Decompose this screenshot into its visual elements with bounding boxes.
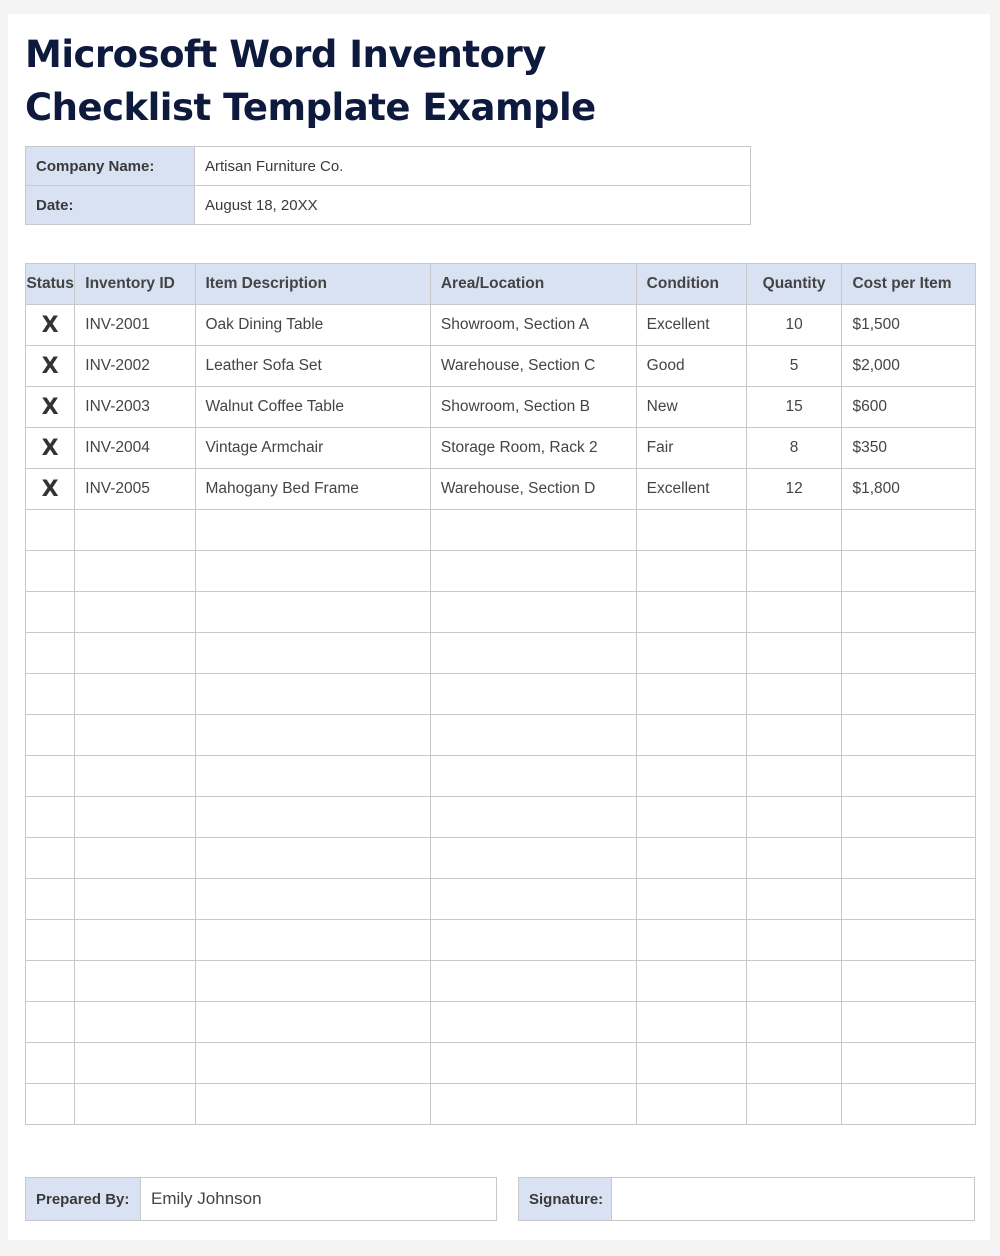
item-description-cell[interactable] [195, 1002, 430, 1043]
checked-x-icon: X [41, 353, 59, 379]
company-name-field[interactable]: Artisan Furniture Co. [195, 147, 751, 186]
inventory-id-cell[interactable] [75, 674, 195, 715]
area-location-cell[interactable] [430, 1043, 636, 1084]
status-cell[interactable] [26, 797, 75, 838]
cost-per-item-cell[interactable] [842, 715, 976, 756]
condition-cell[interactable] [636, 756, 746, 797]
cost-per-item-cell[interactable] [842, 674, 976, 715]
status-cell[interactable] [26, 674, 75, 715]
item-description-cell[interactable] [195, 674, 430, 715]
cost-per-item-cell[interactable] [842, 510, 976, 551]
area-location-cell[interactable] [430, 715, 636, 756]
area-location-cell[interactable]: Storage Room, Rack 2 [430, 428, 636, 469]
table-row [26, 305, 976, 346]
item-description-cell[interactable] [195, 797, 430, 838]
table-row [26, 387, 976, 428]
status-cell[interactable] [26, 346, 75, 387]
cost-per-item-cell[interactable] [842, 1002, 976, 1043]
condition-cell[interactable]: Good [636, 346, 746, 387]
condition-cell[interactable] [636, 551, 746, 592]
document-page [8, 14, 990, 1240]
area-location-cell[interactable]: Showroom, Section A [430, 305, 636, 346]
empty-table-row [26, 674, 976, 715]
empty-table-row [26, 1084, 976, 1125]
area-location-cell[interactable] [430, 633, 636, 674]
item-description-cell[interactable] [195, 715, 430, 756]
area-location-cell[interactable] [430, 592, 636, 633]
status-cell[interactable] [26, 838, 75, 879]
condition-cell[interactable] [636, 674, 746, 715]
area-location-cell[interactable] [430, 551, 636, 592]
condition-cell[interactable]: Fair [636, 428, 746, 469]
cost-per-item-cell[interactable]: $600 [842, 387, 976, 428]
company-name-label: Company Name: [26, 147, 195, 186]
title-line-2: Checklist Template Example [25, 86, 596, 129]
status-cell[interactable] [26, 1043, 75, 1084]
inventory-id-cell[interactable] [75, 1002, 195, 1043]
inventory-id-cell[interactable] [75, 551, 195, 592]
status-cell[interactable] [26, 510, 75, 551]
table-row [26, 346, 976, 387]
item-description-cell[interactable] [195, 551, 430, 592]
item-description-cell[interactable] [195, 510, 430, 551]
status-cell[interactable] [26, 961, 75, 1002]
item-description-cell[interactable] [195, 592, 430, 633]
table-row [26, 469, 976, 510]
header-cost-per-item: Cost per Item [842, 264, 976, 305]
inventory-id-cell[interactable]: INV-2003 [75, 387, 195, 428]
date-row [26, 186, 751, 225]
item-description-cell[interactable]: Oak Dining Table [195, 305, 430, 346]
prepared-by-row [26, 1178, 497, 1221]
item-description-cell[interactable] [195, 1043, 430, 1084]
quantity-cell[interactable] [746, 797, 842, 838]
item-description-cell[interactable] [195, 756, 430, 797]
empty-table-row [26, 715, 976, 756]
quantity-cell[interactable] [746, 961, 842, 1002]
area-location-cell[interactable] [430, 838, 636, 879]
checked-x-icon: X [41, 476, 59, 502]
empty-table-row [26, 838, 976, 879]
area-location-cell[interactable] [430, 797, 636, 838]
inventory-id-cell[interactable] [75, 510, 195, 551]
inventory-id-cell[interactable] [75, 920, 195, 961]
date-label: Date: [26, 186, 195, 225]
cost-per-item-cell[interactable] [842, 592, 976, 633]
inventory-id-cell[interactable] [75, 838, 195, 879]
inventory-id-cell[interactable] [75, 961, 195, 1002]
area-location-cell[interactable] [430, 674, 636, 715]
item-description-cell[interactable] [195, 961, 430, 1002]
signature-row [519, 1178, 975, 1221]
item-description-cell[interactable]: Walnut Coffee Table [195, 387, 430, 428]
status-cell[interactable] [26, 551, 75, 592]
empty-table-row [26, 1002, 976, 1043]
inventory-id-cell[interactable] [75, 592, 195, 633]
quantity-cell[interactable]: 8 [746, 428, 842, 469]
cost-per-item-cell[interactable] [842, 1084, 976, 1125]
inventory-id-cell[interactable] [75, 633, 195, 674]
company-info-table [25, 146, 751, 225]
signature-label: Signature: [519, 1178, 612, 1221]
empty-table-row [26, 797, 976, 838]
item-description-cell[interactable] [195, 920, 430, 961]
inventory-id-cell[interactable] [75, 879, 195, 920]
cost-per-item-cell[interactable] [842, 879, 976, 920]
header-inventory-id: Inventory ID [75, 264, 195, 305]
empty-table-row [26, 879, 976, 920]
empty-table-row [26, 633, 976, 674]
condition-cell[interactable] [636, 510, 746, 551]
cost-per-item-cell[interactable]: $1,800 [842, 469, 976, 510]
inventory-id-cell[interactable] [75, 1084, 195, 1125]
header-item-description: Item Description [195, 264, 430, 305]
title-line-1: Microsoft Word Inventory [25, 33, 546, 76]
item-description-cell[interactable]: Leather Sofa Set [195, 346, 430, 387]
cost-per-item-cell[interactable] [842, 633, 976, 674]
item-description-cell[interactable] [195, 633, 430, 674]
status-cell[interactable] [26, 879, 75, 920]
prepared-by-field[interactable]: Emily Johnson [141, 1178, 497, 1221]
cost-per-item-cell[interactable] [842, 1043, 976, 1084]
status-cell[interactable] [26, 715, 75, 756]
checked-x-icon: X [41, 312, 59, 338]
table-row [26, 428, 976, 469]
quantity-cell[interactable] [746, 551, 842, 592]
condition-cell[interactable] [636, 1002, 746, 1043]
inventory-id-cell[interactable] [75, 797, 195, 838]
prepared-by-label: Prepared By: [26, 1178, 141, 1221]
header-area-location: Area/Location [430, 264, 636, 305]
header-condition: Condition [636, 264, 746, 305]
checked-x-icon: X [41, 435, 59, 461]
inventory-id-cell[interactable]: INV-2004 [75, 428, 195, 469]
empty-table-row [26, 592, 976, 633]
cost-per-item-cell[interactable]: $350 [842, 428, 976, 469]
empty-table-row [26, 961, 976, 1002]
quantity-cell[interactable] [746, 879, 842, 920]
area-location-cell[interactable] [430, 756, 636, 797]
inventory-id-cell[interactable] [75, 1043, 195, 1084]
area-location-cell[interactable] [430, 510, 636, 551]
condition-cell[interactable] [636, 920, 746, 961]
item-description-cell[interactable] [195, 838, 430, 879]
quantity-cell[interactable] [746, 633, 842, 674]
cost-per-item-cell[interactable] [842, 838, 976, 879]
inventory-table-body [26, 305, 976, 1125]
status-cell[interactable] [26, 633, 75, 674]
empty-table-row [26, 1043, 976, 1084]
cost-per-item-cell[interactable] [842, 756, 976, 797]
area-location-cell[interactable]: Warehouse, Section C [430, 346, 636, 387]
area-location-cell[interactable]: Showroom, Section B [430, 387, 636, 428]
inventory-id-cell[interactable]: INV-2005 [75, 469, 195, 510]
quantity-cell[interactable] [746, 1043, 842, 1084]
header-quantity: Quantity [746, 264, 842, 305]
status-cell[interactable] [26, 469, 75, 510]
quantity-cell[interactable] [746, 920, 842, 961]
cost-per-item-cell[interactable] [842, 797, 976, 838]
prepared-by-table [25, 1177, 497, 1221]
quantity-cell[interactable] [746, 1084, 842, 1125]
item-description-cell[interactable]: Mahogany Bed Frame [195, 469, 430, 510]
cost-per-item-cell[interactable] [842, 920, 976, 961]
condition-cell[interactable]: Excellent [636, 469, 746, 510]
area-location-cell[interactable] [430, 1084, 636, 1125]
area-location-cell[interactable] [430, 1002, 636, 1043]
item-description-cell[interactable] [195, 1084, 430, 1125]
item-description-cell[interactable]: Vintage Armchair [195, 428, 430, 469]
item-description-cell[interactable] [195, 879, 430, 920]
status-cell[interactable] [26, 305, 75, 346]
quantity-cell[interactable] [746, 756, 842, 797]
quantity-cell[interactable] [746, 510, 842, 551]
condition-cell[interactable] [636, 1084, 746, 1125]
inventory-id-cell[interactable] [75, 715, 195, 756]
condition-cell[interactable] [636, 715, 746, 756]
cost-per-item-cell[interactable] [842, 961, 976, 1002]
quantity-cell[interactable] [746, 838, 842, 879]
header-status: Status [26, 264, 75, 305]
empty-table-row [26, 510, 976, 551]
status-cell[interactable] [26, 428, 75, 469]
condition-cell[interactable] [636, 1043, 746, 1084]
quantity-cell[interactable]: 12 [746, 469, 842, 510]
condition-cell[interactable] [636, 838, 746, 879]
cost-per-item-cell[interactable]: $1,500 [842, 305, 976, 346]
status-cell[interactable] [26, 1084, 75, 1125]
empty-table-row [26, 920, 976, 961]
area-location-cell[interactable] [430, 961, 636, 1002]
condition-cell[interactable] [636, 592, 746, 633]
quantity-cell[interactable]: 5 [746, 346, 842, 387]
quantity-cell[interactable]: 10 [746, 305, 842, 346]
status-cell[interactable] [26, 387, 75, 428]
empty-table-row [26, 756, 976, 797]
cost-per-item-cell[interactable] [842, 551, 976, 592]
status-cell[interactable] [26, 1002, 75, 1043]
status-cell[interactable] [26, 756, 75, 797]
quantity-cell[interactable]: 15 [746, 387, 842, 428]
area-location-cell[interactable]: Warehouse, Section D [430, 469, 636, 510]
inventory-table [25, 263, 976, 1125]
empty-table-row [26, 551, 976, 592]
quantity-cell[interactable] [746, 674, 842, 715]
condition-cell[interactable] [636, 633, 746, 674]
inventory-id-cell[interactable] [75, 756, 195, 797]
checked-x-icon: X [41, 394, 59, 420]
area-location-cell[interactable] [430, 920, 636, 961]
status-cell[interactable] [26, 592, 75, 633]
table-header-row [26, 264, 976, 305]
condition-cell[interactable] [636, 797, 746, 838]
signature-table [518, 1177, 975, 1221]
condition-cell[interactable]: New [636, 387, 746, 428]
date-field[interactable]: August 18, 20XX [195, 186, 751, 225]
condition-cell[interactable]: Excellent [636, 305, 746, 346]
condition-cell[interactable] [636, 879, 746, 920]
inventory-id-cell[interactable]: INV-2001 [75, 305, 195, 346]
signature-field[interactable] [612, 1178, 975, 1221]
quantity-cell[interactable] [746, 715, 842, 756]
cost-per-item-cell[interactable]: $2,000 [842, 346, 976, 387]
status-cell[interactable] [26, 920, 75, 961]
area-location-cell[interactable] [430, 879, 636, 920]
condition-cell[interactable] [636, 961, 746, 1002]
quantity-cell[interactable] [746, 592, 842, 633]
inventory-id-cell[interactable]: INV-2002 [75, 346, 195, 387]
page-title [25, 28, 596, 134]
quantity-cell[interactable] [746, 1002, 842, 1043]
company-row [26, 147, 751, 186]
